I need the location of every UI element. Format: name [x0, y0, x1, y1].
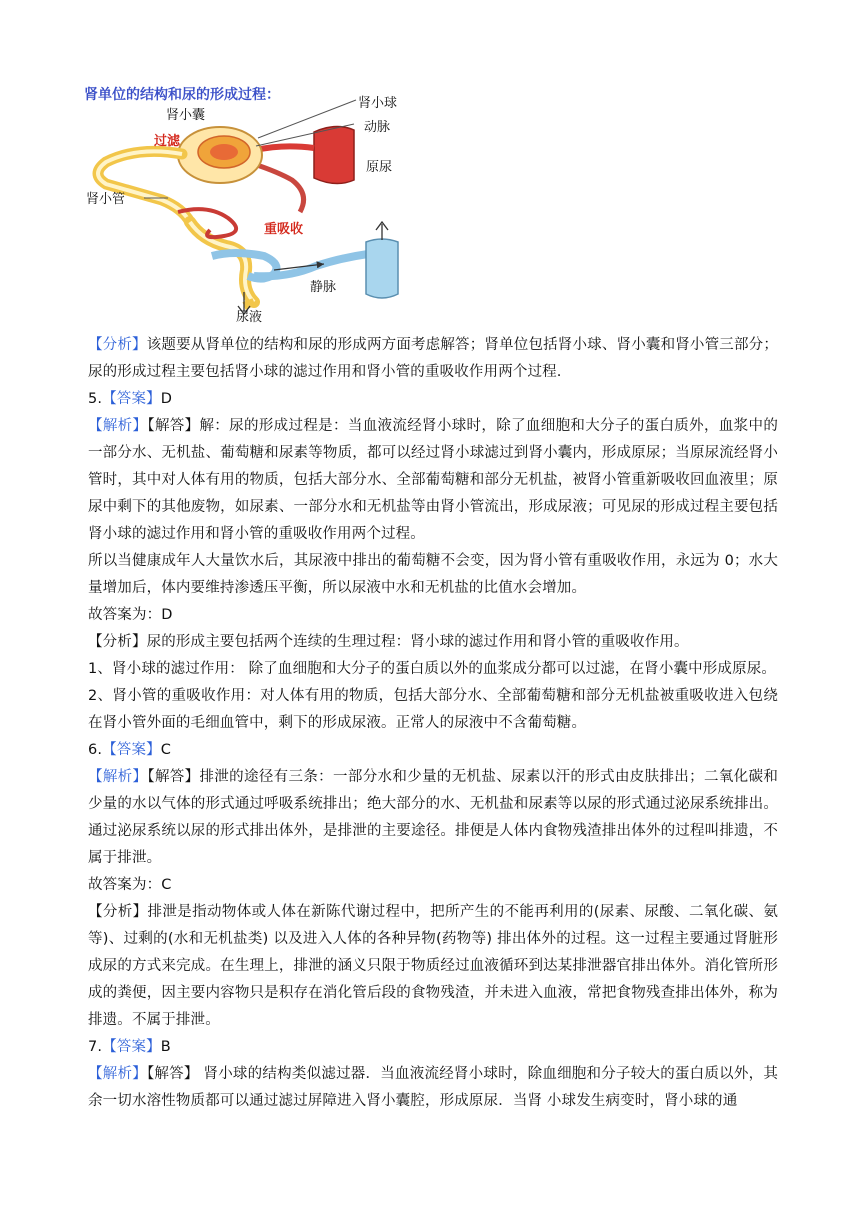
answer-tag: 【答案】 [102, 391, 161, 407]
answer-line [88, 1034, 778, 1061]
paragraph [88, 872, 778, 899]
paragraph-text: 1、肾小球的滤过作用： 除了血细胞和大分子的蛋白质以外的血浆成分都可以过滤，在肾小囊中形成原尿。 [88, 661, 777, 677]
paragraph-text: 故答案为：D [88, 607, 173, 623]
answer-value: C [160, 742, 172, 758]
paragraph-text: 肾小球的结构类似滤过器．当血液流经肾小球时，除血细胞和分子较大的蛋白质以外，其余一切水溶性物质都可以通过滤过屏障进入肾小囊腔，形成原尿．当肾 小球发生病变时，肾小球的通 [88, 1066, 778, 1109]
paragraph-text: 解：尿的形成过程是：当血液流经肾小球时，除了血细胞和大分子的蛋白质外，血浆中的一部分水、无机盐、葡萄糖和尿素等物质，都可以经过肾小球滤过到肾小囊内，形成原尿；当原尿流经肾小管时，其中对人体有用的物质，包括大部分水、全部葡萄糖和部分无机盐，被肾小管重新吸收回血液里；原尿中剩下的其他废物，如尿素、一部分水和无机盐等由肾小管流出，形成尿液；可见尿的形成过程主要包括肾小球的滤过作用和肾小管的重吸收作用两个过程。 [88, 418, 778, 542]
paragraph-text: 2、肾小管的重吸收作用：对人体有用的物质，包括大部分水、全部葡萄糖和部分无机盐被重吸收进入包绕在肾小管外面的毛细血管中，剩下的形成尿液。正常人的尿液中不含葡萄糖。 [88, 688, 778, 731]
analysis-tag: 【分析】 [88, 634, 147, 650]
label-vein: 静脉 [310, 280, 337, 295]
label-artery: 动脉 [364, 120, 391, 135]
paragraph-text: 故答案为：C [88, 877, 172, 893]
solution-tag: 【解答】 [147, 418, 200, 434]
paragraph-text: 排泄是指动物体或人体在新陈代谢过程中，把所产生的不能再利用的(尿素、尿酸、二氧化碳、氨等)、过剩的(水和无机盐类) 以及进入人体的各种异物(药物等) 排出体外的过程。这一过程主要通过肾脏形成尿的方式来完成。在生理上，排泄的涵义只限于物质经过血液循环到达某排泄器官排出体外。消化管所形成的粪便，因主要内容物只是积存在消化管后段的食物残渣，并未进入血液，常把食物残查排出体外，称为排遗。不属于排泄。 [88, 904, 778, 1028]
paragraph [88, 413, 778, 548]
vein-vessel [366, 239, 398, 298]
paragraph-text: 排泄的途径有三条：一部分水和少量的无机盐、尿素以汗的形式由皮肤排出；二氧化碳和少量的水以气体的形式通过呼吸系统排出；绝大部分的水、无机盐和尿素等以尿的形式通过泌尿系统排出。通过泌尿系统以尿的形式排出体外，是排泄的主要途径。排便是人体内食物残渣排出体外的过程叫排遗，不属于排泄。 [88, 769, 778, 866]
paragraph [88, 683, 778, 737]
answer-tag: 【答案】 [102, 1039, 161, 1055]
question-number: 5. [88, 391, 103, 407]
paragraph [88, 629, 778, 656]
paragraph [88, 656, 778, 683]
answer-value: B [160, 1039, 171, 1055]
artery-vessel [314, 126, 354, 183]
efferent-arteriole [254, 164, 304, 212]
label-capsule: 肾小囊 [166, 108, 206, 123]
label-filtration: 过滤 [154, 134, 181, 149]
explanation-tag: 【解析】 [88, 1066, 147, 1082]
diagram-title: 肾单位的结构和尿的形成过程： [84, 87, 280, 103]
label-glomerulus: 肾小球 [358, 96, 398, 111]
analysis-tag: 【分析】 [88, 337, 147, 353]
label-tubule: 肾小管 [86, 192, 126, 207]
analysis-tag: 【分析】 [88, 904, 148, 920]
answer-value: D [160, 391, 173, 407]
afferent-arteriole [256, 146, 314, 150]
question-number: 6. [88, 742, 103, 758]
paragraph-text: 该题要从肾单位的结构和尿的形成两方面考虑解答；肾单位包括肾小球、肾小囊和肾小管三部分；尿的形成过程主要包括肾小球的滤过作用和肾小管的重吸收作用两个过程. [88, 337, 778, 380]
label-primary-urine: 原尿 [366, 160, 393, 175]
answer-tag: 【答案】 [102, 742, 161, 758]
paragraph [88, 332, 778, 386]
solution-tag: 【解答】 [147, 769, 200, 785]
label-urine: 尿液 [236, 310, 263, 325]
answer-line [88, 737, 778, 764]
paragraph [88, 548, 778, 602]
answer-text [88, 332, 778, 1115]
label-reabsorption: 重吸收 [264, 222, 304, 237]
paragraph-text: 所以当健康成年人大量饮水后，其尿液中排出的葡萄糖不会变，因为肾小管有重吸收作用，永远为 0；水大量增加后，体内要维持渗透压平衡，所以尿液中水和无机盐的比值水会增加。 [88, 553, 778, 596]
paragraph [88, 1061, 778, 1115]
solution-tag: 【解答】 [146, 1066, 199, 1082]
paragraph [88, 764, 778, 872]
explanation-tag: 【解析】 [88, 769, 148, 785]
paragraph [88, 899, 778, 1034]
nephron-diagram [78, 80, 423, 325]
answer-line [88, 386, 778, 413]
paragraph-text: 尿的形成主要包括两个连续的生理过程：肾小球的滤过作用和肾小管的重吸收作用。 [146, 634, 689, 650]
question-number: 7. [88, 1039, 103, 1055]
paragraph [88, 602, 778, 629]
explanation-tag: 【解析】 [88, 418, 148, 434]
